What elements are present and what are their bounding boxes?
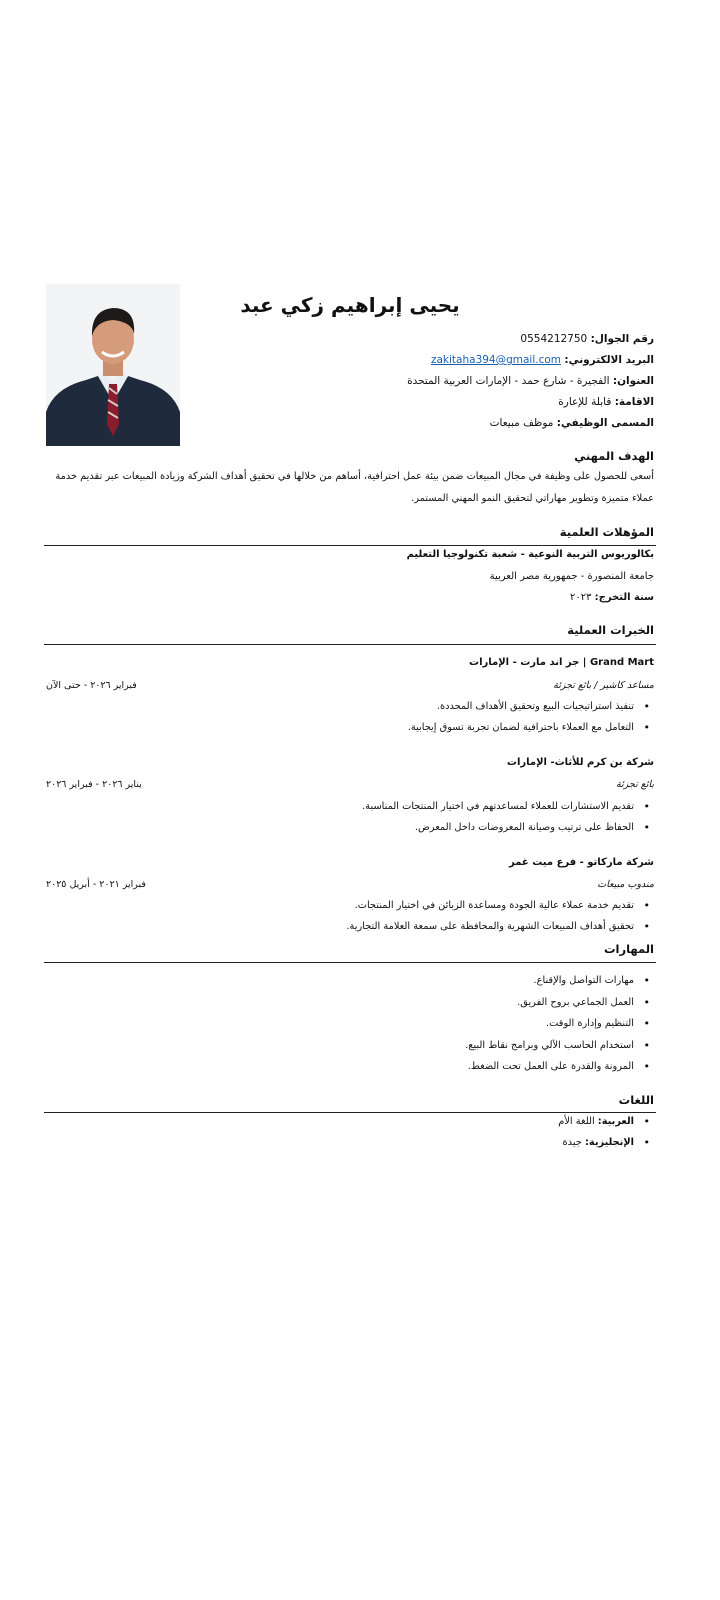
skills-heading: المهارات: [604, 942, 654, 956]
education-heading: المؤهلات العلمية: [559, 525, 654, 539]
section-divider: [44, 962, 656, 963]
job-date: فبراير ٢٠٢٦ - حتى الآن: [46, 680, 137, 691]
graduation-label: سنة التخرج:: [594, 592, 654, 603]
university: جامعة المنصورة - جمهورية مصر العربية: [489, 571, 654, 582]
language-label: العربية:: [597, 1116, 634, 1127]
address-value: الفجيرة - شارع حمد - الإمارات العربية المتحدة: [407, 375, 610, 387]
languages-heading: اللغات: [618, 1093, 654, 1107]
email-link[interactable]: zakitaha394@gmail.com: [430, 354, 562, 366]
job-bullet: • تقديم الاستشارات للعملاء لمساعدتهم في اختيار المنتجات المناسبة.: [362, 801, 634, 812]
language-item: [558, 1116, 634, 1127]
job-title-label: المسمى الوظيفي:: [556, 417, 654, 429]
address-line: [407, 375, 654, 387]
language-level: اللغة الأم: [558, 1116, 595, 1127]
job-bullet: • تقديم خدمة عملاء عالية الجودة ومساعدة الزبائن في اختيار المنتجات.: [355, 900, 634, 911]
skill-item: • التنظيم وإدارة الوقت.: [546, 1018, 634, 1029]
objective-line-2: عملاء متميزة وتطوير مهاراتي لتحقيق النمو المهني المستمر.: [411, 493, 654, 504]
experience-heading: الخبرات العملية: [567, 623, 654, 637]
language-level: جيدة: [562, 1137, 582, 1148]
phone-value: 0554212750: [520, 333, 588, 345]
skill-item: • مهارات التواصل والإقناع.: [534, 975, 634, 986]
section-divider: [44, 545, 656, 546]
job-role: بائع تجزئة: [615, 779, 654, 790]
address-label: العنوان:: [612, 375, 654, 387]
objective-heading: الهدف المهني: [574, 449, 654, 463]
section-divider: [44, 644, 656, 645]
job-role: مندوب مبيعات: [597, 879, 654, 890]
language-label: الإنجليزية:: [584, 1137, 634, 1148]
job-company: Grand Mart | جر اند مارت - الإمارات: [469, 657, 654, 668]
job-role: مساعد كاشير / بائع تجزئة: [553, 680, 654, 691]
language-item: [563, 1137, 634, 1148]
job-date: فبراير ٢٠٢١ - أبريل ٢٠٢٥: [46, 879, 146, 890]
graduation-year: ٢٠٢٣: [569, 592, 592, 603]
skill-item: • المرونة والقدرة على العمل تحت الضغط.: [468, 1061, 634, 1072]
residence-line: [558, 396, 654, 408]
profile-photo: [46, 284, 180, 446]
person-portrait-icon: [46, 284, 180, 446]
email-label: البريد الالكتروني:: [564, 354, 654, 366]
candidate-name: يحيى إبراهيم زكي عبد: [240, 293, 460, 317]
email-line: [431, 354, 654, 366]
job-bullet: • التعامل مع العملاء باحترافية لضمان تجربة تسوق إيجابية.: [408, 722, 634, 733]
job-title-value: موظف مبيعات: [489, 417, 554, 429]
residence-label: الاقامة:: [614, 396, 654, 408]
job-date: يناير ٢٠٢٦ - فبراير ٢٠٢٦: [46, 779, 142, 790]
objective-line-1: أسعى للحصول على وظيفة في مجال المبيعات ضمن بيئة عمل احترافية، أساهم من خلالها في تحقيق أهداف الشركة وزيادة المبيعات عبر تقديم خدمة: [55, 471, 654, 482]
job-title-line: [490, 417, 654, 429]
job-bullet: • تحقيق أهداف المبيعات الشهرية والمحافظة على سمعة العلامة التجارية.: [346, 921, 634, 932]
residence-value: قابلة للإعارة: [558, 396, 612, 408]
job-bullet: • الحفاظ على ترتيب وصيانة المعروضات داخل المعرض.: [415, 822, 634, 833]
job-company: شركة بن كرم للأثاث- الإمارات: [506, 757, 654, 768]
job-company: شركة ماركاتو - فرع ميت غمر: [508, 857, 654, 868]
skill-item: • العمل الجماعي بروح الفريق.: [517, 997, 634, 1008]
skill-item: • استخدام الحاسب الآلي وبرامج نقاط البيع.: [465, 1040, 634, 1051]
section-divider: [44, 1112, 656, 1113]
degree: بكالوريوس التربية النوعية - شعبة تكنولوجيا التعليم: [406, 549, 654, 560]
phone-line: [520, 333, 654, 345]
job-bullet: • تنفيذ استراتيجيات البيع وتحقيق الأهداف المحددة.: [437, 701, 634, 712]
phone-label: رقم الجوال:: [590, 333, 654, 345]
graduation-line: [570, 592, 654, 603]
